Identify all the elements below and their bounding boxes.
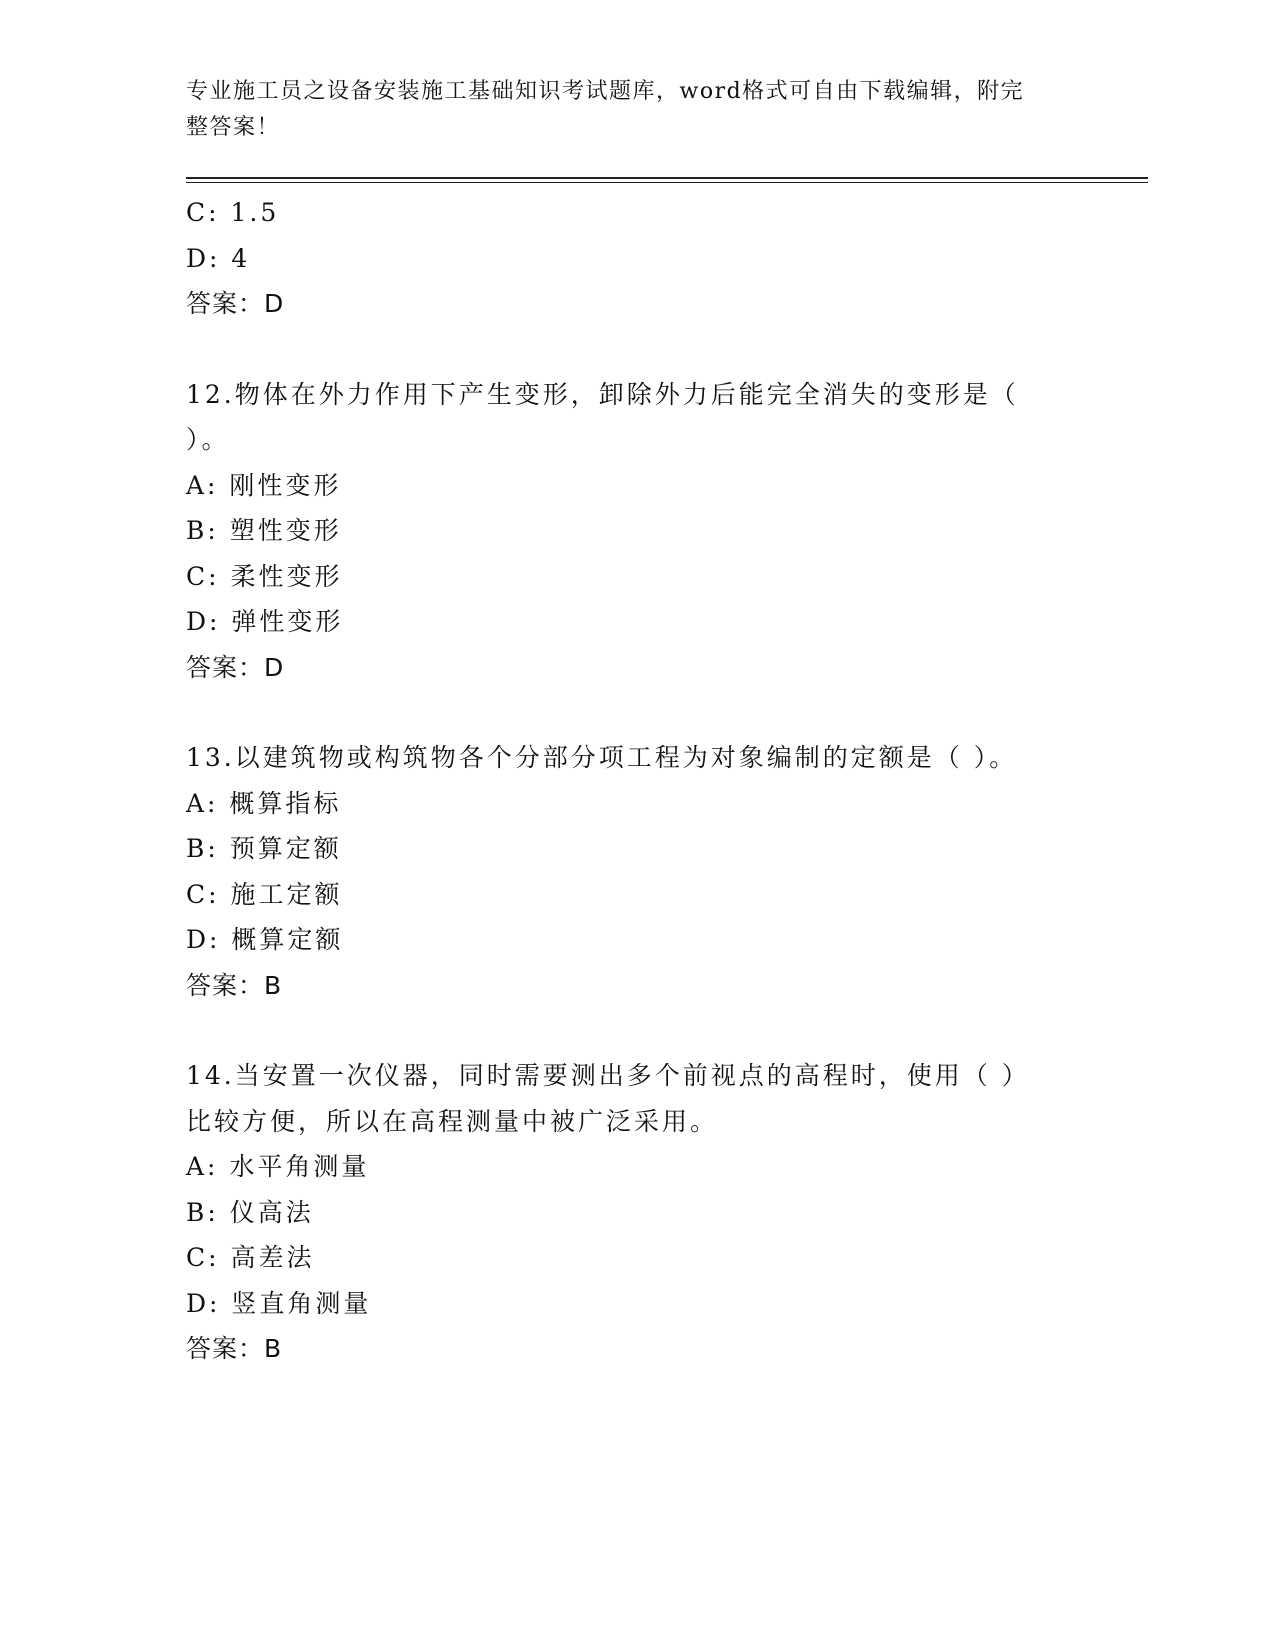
question-14 bbox=[186, 1053, 1066, 1372]
header-line-1: 专业施工员之设备安装施工基础知识考试题库，word格式可自由下载编辑，附完 bbox=[186, 79, 1025, 104]
spacer bbox=[186, 1008, 1066, 1053]
header-divider-thin bbox=[186, 182, 1148, 183]
option-b: B: 预算定额 bbox=[186, 834, 342, 863]
header-line-2: 整答案！ bbox=[186, 115, 281, 140]
option-b: B: 仪高法 bbox=[186, 1197, 314, 1227]
option-a: A: 刚性变形 bbox=[186, 470, 342, 500]
option-d: D: 弹性变形 bbox=[186, 607, 344, 636]
option-d: D: 概算定额 bbox=[186, 925, 344, 954]
question-text-line-1: 12.物体在外力作用下产生变形，卸除外力后能完全消失的变形是（ bbox=[186, 379, 1019, 409]
option-b: B: 塑性变形 bbox=[186, 516, 342, 545]
option-d: D: 竖直角测量 bbox=[186, 1288, 372, 1318]
question-text-line-1: 13.以建筑物或构筑物各个分部分项工程为对象编制的定额是（ ）。 bbox=[186, 743, 1018, 772]
option-d: D: 4 bbox=[186, 243, 251, 273]
question-13 bbox=[186, 735, 1066, 1008]
answer-line: 答案：B bbox=[186, 970, 283, 1000]
option-c: C: 柔性变形 bbox=[186, 561, 343, 591]
document-header bbox=[186, 74, 1066, 146]
option-a: A: 水平角测量 bbox=[186, 1152, 370, 1181]
document-body bbox=[186, 190, 1066, 1372]
question-text-line-2: 比较方便，所以在高程测量中被广泛采用。 bbox=[186, 1106, 719, 1136]
option-a: A: 概算指标 bbox=[186, 788, 342, 818]
answer-line: 答案：D bbox=[186, 289, 285, 318]
spacer bbox=[186, 690, 1066, 735]
question-text-line-2: ）。 bbox=[186, 425, 230, 454]
question-12 bbox=[186, 372, 1066, 691]
option-c: C: 高差法 bbox=[186, 1243, 315, 1272]
option-c: C: 1.5 bbox=[186, 198, 280, 227]
spacer bbox=[186, 327, 1066, 372]
question-text-line-1: 14.当安置一次仪器，同时需要测出多个前视点的高程时，使用（ ） bbox=[186, 1061, 1030, 1090]
header-divider-thick bbox=[186, 177, 1148, 179]
previous-question-tail bbox=[186, 190, 1066, 327]
answer-line: 答案：B bbox=[186, 1334, 283, 1363]
option-c: C: 施工定额 bbox=[186, 879, 343, 909]
answer-line: 答案：D bbox=[186, 652, 285, 682]
